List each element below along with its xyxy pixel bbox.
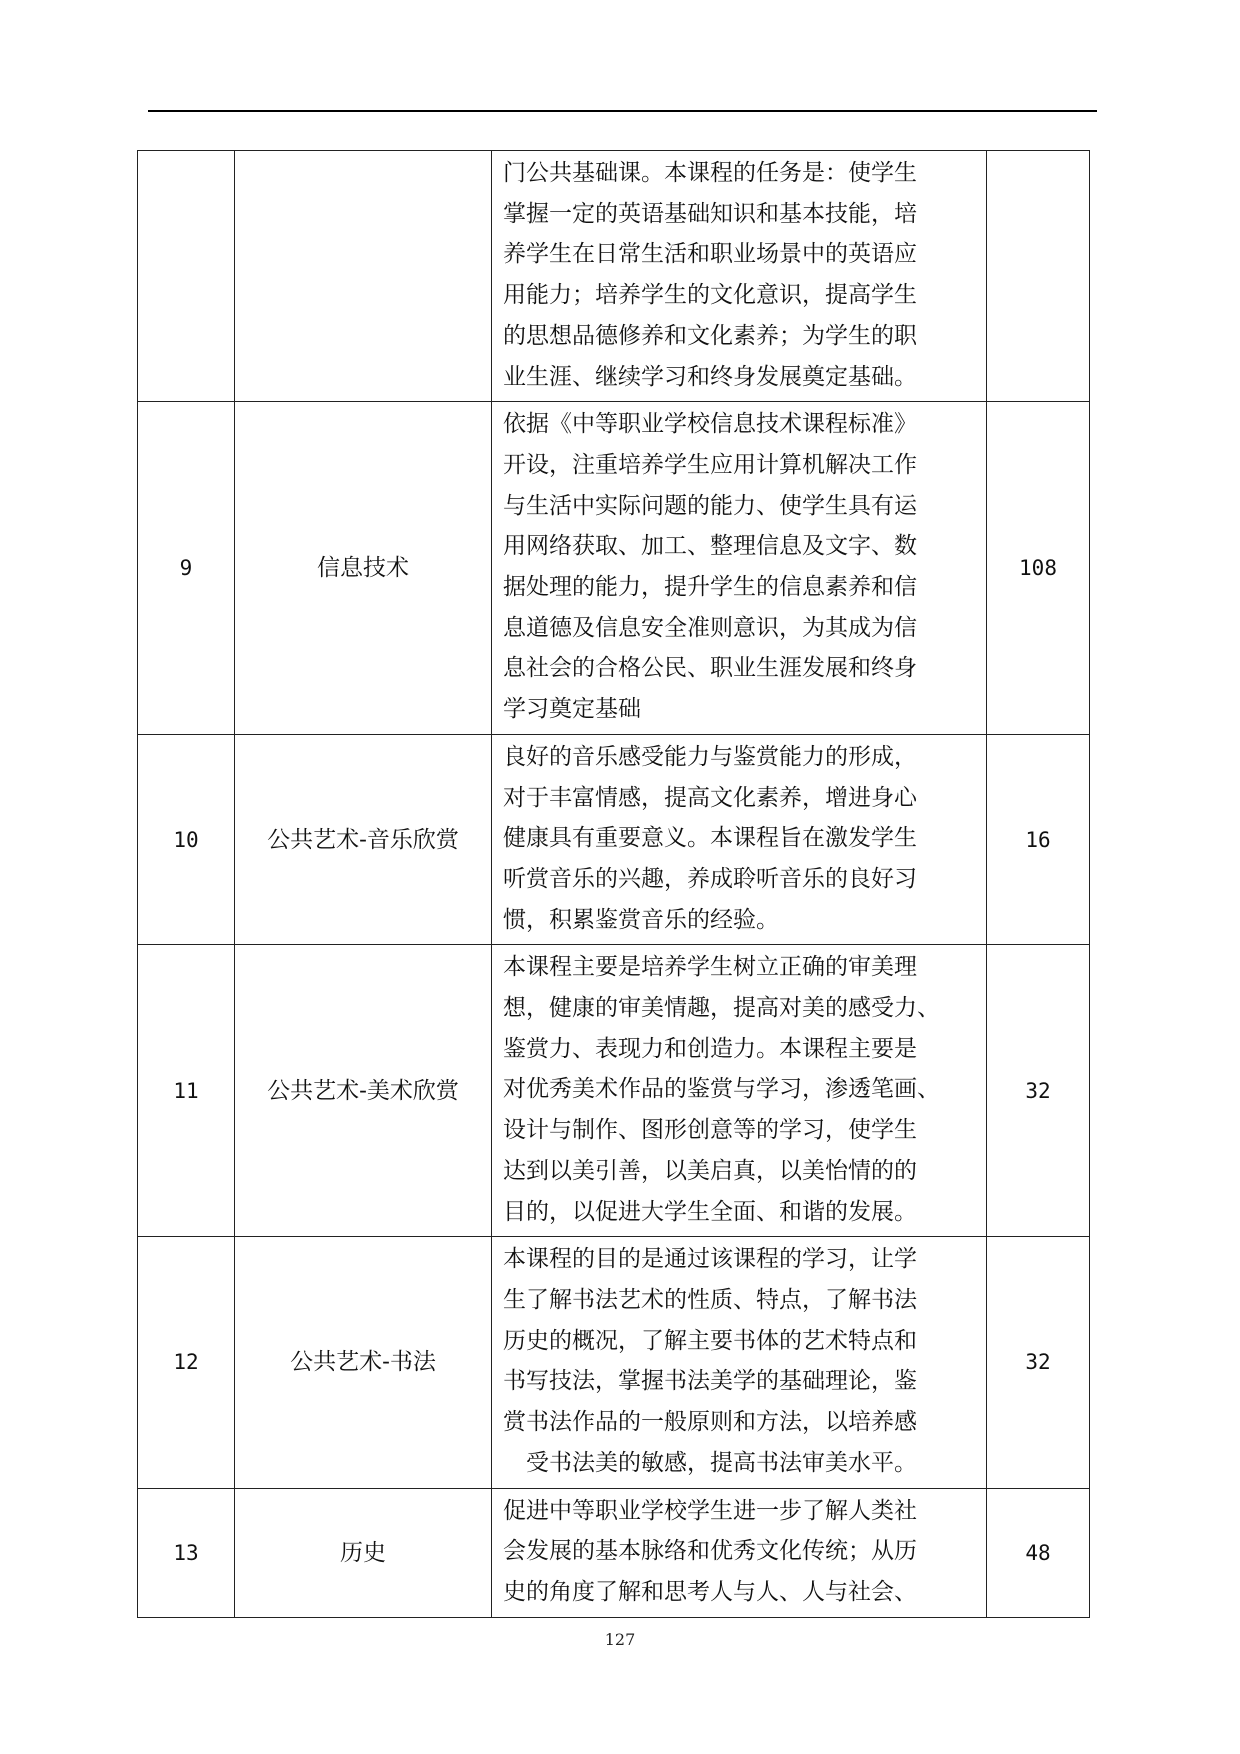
description-line: 开设，注重培养学生应用计算机解决工作 [503, 451, 917, 478]
table-row [138, 1488, 1090, 1617]
description-line: 听赏音乐的兴趣，养成聆听音乐的良好习 [503, 865, 917, 892]
description-line: 掌握一定的英语基础知识和基本技能，培 [503, 200, 917, 227]
table-row [138, 151, 1090, 402]
header-rule [148, 110, 1097, 112]
description-line: 学习奠定基础 [503, 696, 641, 723]
course-name: 公共艺术-音乐欣赏 [235, 734, 492, 945]
course-hours [987, 151, 1090, 402]
description-line: 用网络获取、加工、整理信息及文字、数 [503, 533, 917, 560]
description-line: 据处理的能力，提升学生的信息素养和信 [503, 574, 917, 601]
course-name: 公共艺术-书法 [235, 1237, 492, 1488]
description-line: 历史的概况，了解主要书体的艺术特点和 [503, 1327, 917, 1354]
description-line: 息道德及信息安全准则意识，为其成为信 [503, 614, 917, 641]
page-number: 127 [604, 1630, 636, 1649]
description-line: 会发展的基本脉络和优秀文化传统；从历 [503, 1538, 917, 1565]
course-number: 11 [138, 945, 235, 1237]
course-name [235, 151, 492, 402]
description-line: 对于丰富情感，提高文化素养，增进身心 [503, 784, 917, 811]
course-name: 公共艺术-美术欣赏 [235, 945, 492, 1237]
description-line: 设计与制作、图形创意等的学习，使学生 [503, 1117, 917, 1144]
description-line: 息社会的合格公民、职业生涯发展和终身 [503, 655, 917, 682]
course-name: 信息技术 [235, 402, 492, 735]
table-row [138, 402, 1090, 735]
course-description [492, 402, 987, 735]
description-line: 惯，积累鉴赏音乐的经验。 [503, 906, 779, 933]
description-line: 受书法美的敏感，提高书法审美水平。 [503, 1449, 917, 1476]
table-row [138, 734, 1090, 945]
description-line: 依据《中等职业学校信息技术课程标准》 [503, 411, 917, 438]
course-description [492, 734, 987, 945]
course-hours: 16 [987, 734, 1090, 945]
course-number [138, 151, 235, 402]
description-line: 鉴赏力、表现力和创造力。本课程主要是 [503, 1035, 917, 1062]
course-name: 历史 [235, 1488, 492, 1617]
course-table [137, 150, 1090, 1618]
description-line: 健康具有重要意义。本课程旨在激发学生 [503, 825, 917, 852]
description-line: 业生涯、继续学习和终身发展奠定基础。 [503, 363, 917, 390]
description-line: 目的，以促进大学生全面、和谐的发展。 [503, 1198, 917, 1225]
course-hours: 108 [987, 402, 1090, 735]
course-hours: 48 [987, 1488, 1090, 1617]
course-description [492, 945, 987, 1237]
description-line: 用能力；培养学生的文化意识，提高学生 [503, 282, 917, 309]
course-hours: 32 [987, 1237, 1090, 1488]
course-number: 12 [138, 1237, 235, 1488]
description-line: 书写技法，掌握书法美学的基础理论，鉴 [503, 1368, 917, 1395]
description-line: 史的角度了解和思考人与人、人与社会、 [503, 1578, 917, 1605]
description-line: 本课程的目的是通过该课程的学习，让学 [503, 1246, 917, 1273]
description-line: 达到以美引善，以美启真，以美怡情的的 [503, 1157, 917, 1184]
course-number: 13 [138, 1488, 235, 1617]
description-line: 与生活中实际问题的能力、使学生具有运 [503, 492, 917, 519]
course-number: 9 [138, 402, 235, 735]
description-line: 良好的音乐感受能力与鉴赏能力的形成， [503, 743, 917, 770]
course-description [492, 1488, 987, 1617]
description-line: 本课程主要是培养学生树立正确的审美理 [503, 954, 917, 981]
course-number: 10 [138, 734, 235, 945]
description-line: 门公共基础课。本课程的任务是：使学生 [503, 160, 917, 186]
course-description [492, 1237, 987, 1488]
description-line: 养学生在日常生活和职业场景中的英语应 [503, 241, 917, 268]
table-row [138, 945, 1090, 1237]
description-line: 的思想品德修养和文化素养；为学生的职 [503, 322, 917, 349]
course-description [492, 151, 987, 402]
course-hours: 32 [987, 945, 1090, 1237]
table-row [138, 1237, 1090, 1488]
description-line: 想，健康的审美情趣，提高对美的感受力、 [503, 995, 940, 1022]
description-line: 促进中等职业学校学生进一步了解人类社 [503, 1497, 917, 1524]
description-line: 生了解书法艺术的性质、特点，了解书法 [503, 1286, 917, 1313]
description-line: 对优秀美术作品的鉴赏与学习，渗透笔画、 [503, 1076, 940, 1103]
description-line: 赏书法作品的一般原则和方法，以培养感 [503, 1409, 917, 1436]
